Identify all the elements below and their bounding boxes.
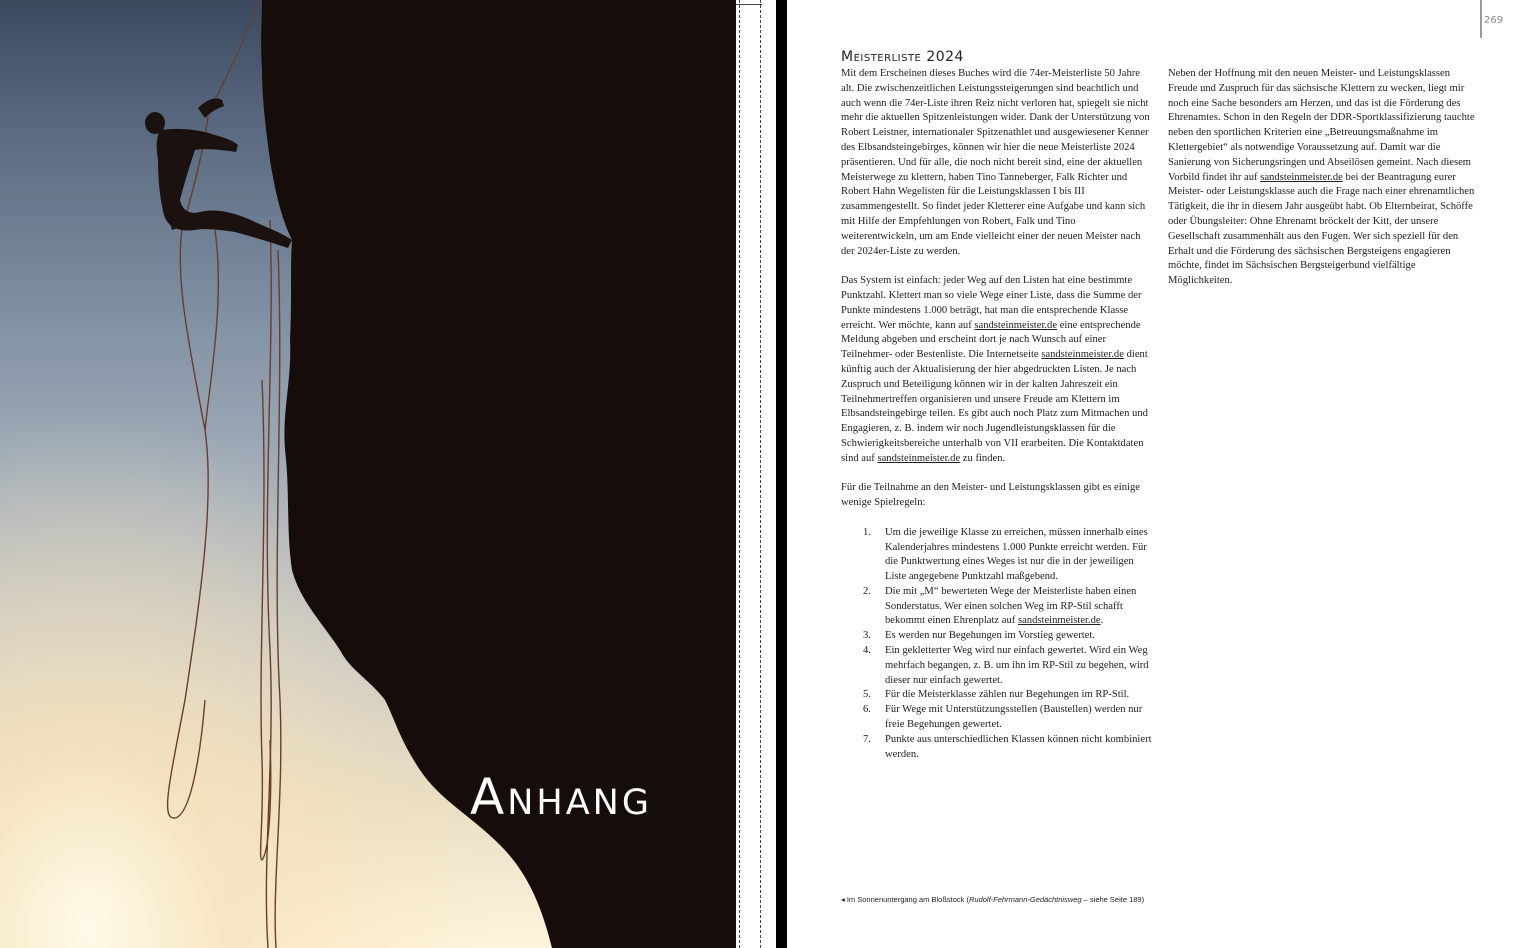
text-run: bei der Beantragung eurer Meister- oder Leistungsklasse auch die Frage nach einer ehrenamtlichen Tätigkeit, die ihr in diesem Jahr ausgeübt habt. Ob Elternbeirat, Schöffe oder Übungsleiter: Ohne Ehrenamt bröckelt der Kitt, der unsere Gesellschaft zusammenhält aus den Fugen. Wer sich speziell für den Erhalt und die Förderung des sächsischen Bergsteigens engagieren möchte, findet im Sächsischen Bergsteigerbund vielfältige Möglichkeiten. xyxy=(1168,171,1475,287)
list-text: Es werden nur Begehungen im Vorstieg gewertet. xyxy=(885,630,1095,642)
spine-bar xyxy=(776,0,787,948)
rules-list xyxy=(841,526,1153,763)
page-gutter xyxy=(736,0,787,948)
page-number-rule xyxy=(1480,0,1482,38)
cut-line-left xyxy=(739,0,740,948)
text-run: Neben der Hoffnung mit den neuen Meister- und Leistungsklassen Freude und Zuspruch für das sächsische Klettern zu wecken, liegt mir noch eine Sache besonders am Herzen, und das ist die Förderung des Ehrenamtes. Schon in den Regeln der DDR-Sportklassifizierung tauchte neben den sportlichen Kriterien eine „Betreuungsmaßnahme im Klettergebiet“ als notwendige Voraussetzung auf. Damit war die Sanierung von Sicherungsringen und Abseilösen gemeint. Nach diesem Vorbild findet ihr auf xyxy=(1168,68,1475,183)
paragraph xyxy=(1168,67,1480,289)
caption-suffix: – siehe Seite 189) xyxy=(1081,895,1145,904)
paragraph: Für die Teilnahme an den Meister- und Leistungsklassen gibt es einige wenige Spielregeln: xyxy=(841,482,1140,509)
list-number: 6. xyxy=(863,704,871,716)
chapter-title: Anhang xyxy=(470,768,652,826)
list-text: Für Wege mit Unterstützungsstellen (Baustellen) werden nur freie Begehungen gewertet. xyxy=(885,704,1143,731)
caption-prefix: ◂ Im Sonnenuntergang am Bloßstock ( xyxy=(841,895,969,904)
website-link[interactable]: sandsteinmeister.de xyxy=(974,319,1058,331)
text-column-left xyxy=(841,67,1153,762)
website-link[interactable]: sandsteinmeister.de xyxy=(877,452,961,464)
cover-photo xyxy=(0,0,736,948)
gutter-tick xyxy=(736,4,762,5)
text-run: zu finden. xyxy=(960,452,1006,464)
list-number: 5. xyxy=(863,689,871,701)
list-text: . xyxy=(1100,615,1104,627)
page-number: 269 xyxy=(1484,15,1504,26)
list-item xyxy=(863,585,1153,629)
text-run: eine entsprechende Meldung abgeben und erscheint dort je nach Wunsch auf einer Teilnehmer- oder Bestenliste. Die Internetseite xyxy=(841,319,1141,361)
list-item xyxy=(863,703,1153,733)
caption-route-name: Rudolf-Fehrmann-Gedächtnisweg xyxy=(969,895,1082,904)
list-text: Punkte aus unterschiedlichen Klassen können nicht kombiniert werden. xyxy=(885,733,1152,760)
list-item xyxy=(863,629,1153,644)
list-text: Die mit „M“ bewerteten Wege der Meisterliste haben einen Sonderstatus. Wer einen solchen Weg im RP-Stil schafft bekommt einen Ehrenplatz auf xyxy=(885,585,1137,627)
paragraph: Mit dem Erscheinen dieses Buches wird die 74er-Meisterliste 50 Jahre alt. Die zwischenzeitlichen Leistungssteigerungen sind beachtlich und auch wenn die 74er-Liste ihren Reiz nicht verloren hat, spiegelt sie nicht mehr die aktuellen Spitzenleistungen wider. Dank der Unterstützung von Robert Leistner, internationaler Spitzenathlet und ausgewiesener Kenner des Elbsandsteingebirges, können wir hier die neue Meisterliste 2024 präsentieren. Und für alle, die noch nicht bereit sind, eine der aktuellen Meisterwege zu klettern, haben Tino Tanneberger, Falk Richter und Robert Hahn Wegelisten für die Leistungsklassen I bis III zusammengestellt. So findet jeder Kletterer eine Aufgabe und kann sich mit Hilfe der Empfehlungen von Robert, Falk und Tino weiterentwickeln, um am Ende vielleicht einer der neuen Meister nach der 2024er-Liste zu werden. xyxy=(841,68,1150,257)
text-run: dient künftig auch der Aktualisierung der hier abgedruckten Listen. Je nach Zuspruch und Beteiligung können wir in der kalten Jahreszeit ein Teilnehmertreffen organisieren und unsere Freude am Klettern im Elbsandsteingebirge teilen. Es gibt auch noch Platz zum Mitmachen und Engagieren, z. B. indem wir noch Jugendleistungsklassen für die Schwierigkeitsbereiche unterhalb von VII erarbeiten. Die Kontaktdaten sind auf xyxy=(841,349,1148,464)
list-item xyxy=(863,688,1153,703)
list-number: 1. xyxy=(863,526,871,538)
list-number: 7. xyxy=(863,733,871,745)
list-number: 2. xyxy=(863,585,871,597)
photo-caption xyxy=(841,895,1144,904)
list-text: Um die jeweilige Klasse zu erreichen, müssen innerhalb eines Kalenderjahres mindestens 1.000 Punkte erreicht werden. Für die Punktwertung eines Weges ist nur die in der jeweiligen Liste angegebene Punktzahl maßgebend. xyxy=(885,526,1148,583)
list-number: 3. xyxy=(863,630,871,642)
website-link[interactable]: sandsteinmeister.de xyxy=(1017,615,1101,627)
paragraph xyxy=(841,274,1153,466)
list-number: 4. xyxy=(863,645,871,657)
list-item xyxy=(863,644,1153,688)
list-text: Für die Meisterklasse zählen nur Begehungen im RP-Stil. xyxy=(885,689,1130,701)
list-text: Ein gekletterter Weg wird nur einfach gewertet. Wird ein Weg mehrfach begangen, z. B. um ihn im RP-Stil zu begehen, wird dieser nur einfach gewertet. xyxy=(885,645,1149,686)
section-heading: Meisterliste 2024 xyxy=(841,49,964,65)
list-item xyxy=(863,733,1153,763)
list-item xyxy=(863,526,1153,585)
website-link[interactable]: sandsteinmeister.de xyxy=(1041,349,1124,361)
cut-line-right xyxy=(760,0,761,948)
website-link[interactable]: sandsteinmeister.de xyxy=(1260,171,1343,183)
text-column-right xyxy=(1168,67,1480,304)
text-run: Das System ist einfach: jeder Weg auf den Listen hat eine bestimmte Punktzahl. Klettert man so viele Wege einer Liste, dass die Summe der Punkte mindestens 1.000 beträgt, hat man die entsprechende Klasse erreicht. Wer möchte, kann auf xyxy=(841,275,1142,331)
